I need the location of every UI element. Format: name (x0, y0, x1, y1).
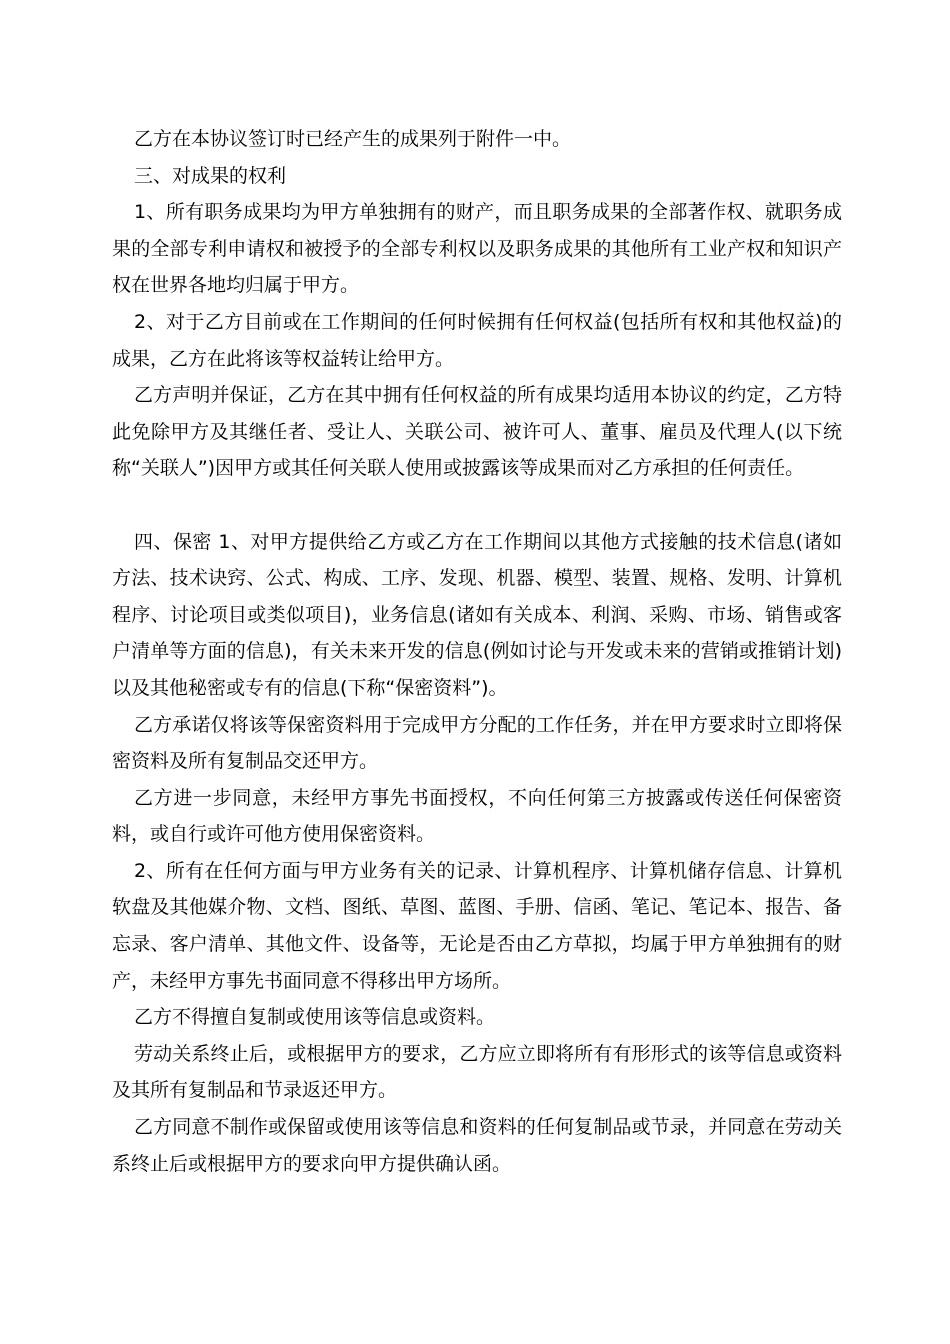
paragraph-confirmation-letter: 乙方同意不制作或保留或使用该等信息和资料的任何复制品或节录，并同意在劳动关系终止后或根据甲方的要求向甲方提供确认函。 (112, 1116, 842, 1175)
paragraph-attachment-note: 乙方在本协议签订时已经产生的成果列于附件一中。 (134, 128, 572, 150)
document-page (112, 121, 842, 1182)
paragraph-confidentiality-agreement: 乙方进一步同意，未经甲方事先书面授权，不向任何第三方披露或传送任何保密资料，或自行或许可他方使用保密资料。 (112, 786, 842, 846)
paragraph-confidentiality-2: 2、所有在任何方面与甲方业务有关的记录、计算机程序、计算机储存信息、计算机软盘及其他媒介物、文档、图纸、草图、蓝图、手册、信函、笔记、笔记本、报告、备忘录、客户清单、其他文件、设备等，无论是否由乙方草拟，均属于甲方单独拥有的财产，未经甲方事先书面同意不得移出甲方场所。 (112, 859, 842, 992)
paragraph-no-copy: 乙方不得擅自复制或使用该等信息或资料。 (134, 1006, 496, 1029)
paragraph-confidentiality-1: 四、保密 1、对甲方提供给乙方或乙方在工作期间以其他方式接触的技术信息(诸如方法、技术诀窍、公式、构成、工序、发现、机器、模型、装置、规格、发明、计算机程序、讨论项目或类似项目)，业务信息(诸如有关成本、利润、采购、市场、销售或客户清单等方面的信息)，有关未来开发的信息(例如讨论与开发或未来的营销或推销计划)以及其他秘密或专有的信息(下称“保密资料”)。 (112, 530, 842, 699)
paragraph-confidentiality-commitment: 乙方承诺仅将该等保密资料用于完成甲方分配的工作任务，并在甲方要求时立即将保密资料及所有复制品交还甲方。 (112, 713, 842, 773)
paragraph-declaration: 乙方声明并保证，乙方在其中拥有任何权益的所有成果均适用本协议的约定，乙方特此免除甲方及其继任者、受让人、关联公司、被许可人、董事、雇员及代理人(以下统称“关联人”)因甲方或其任何关联人使用或披露该等成果而对乙方承担的任何责任。 (112, 384, 842, 480)
section-heading-rights: 三、对成果的权利 (134, 164, 287, 187)
paragraph-return-materials: 劳动关系终止后，或根据甲方的要求，乙方应立即将所有有形形式的该等信息或资料及其所有复制品和节录返还甲方。 (112, 1042, 842, 1102)
paragraph-spacer (112, 487, 842, 524)
paragraph-rights-2: 2、对于乙方目前或在工作期间的任何时候拥有任何权益(包括所有权和其他权益)的成果，乙方在此将该等权益转让给甲方。 (112, 310, 842, 370)
paragraph-rights-1: 1、所有职务成果均为甲方单独拥有的财产，而且职务成果的全部著作权、就职务成果的全部专利申请权和被授予的全部专利权以及职务成果的其他所有工业产权和知识产权在世界各地均归属于甲方。 (112, 201, 842, 297)
